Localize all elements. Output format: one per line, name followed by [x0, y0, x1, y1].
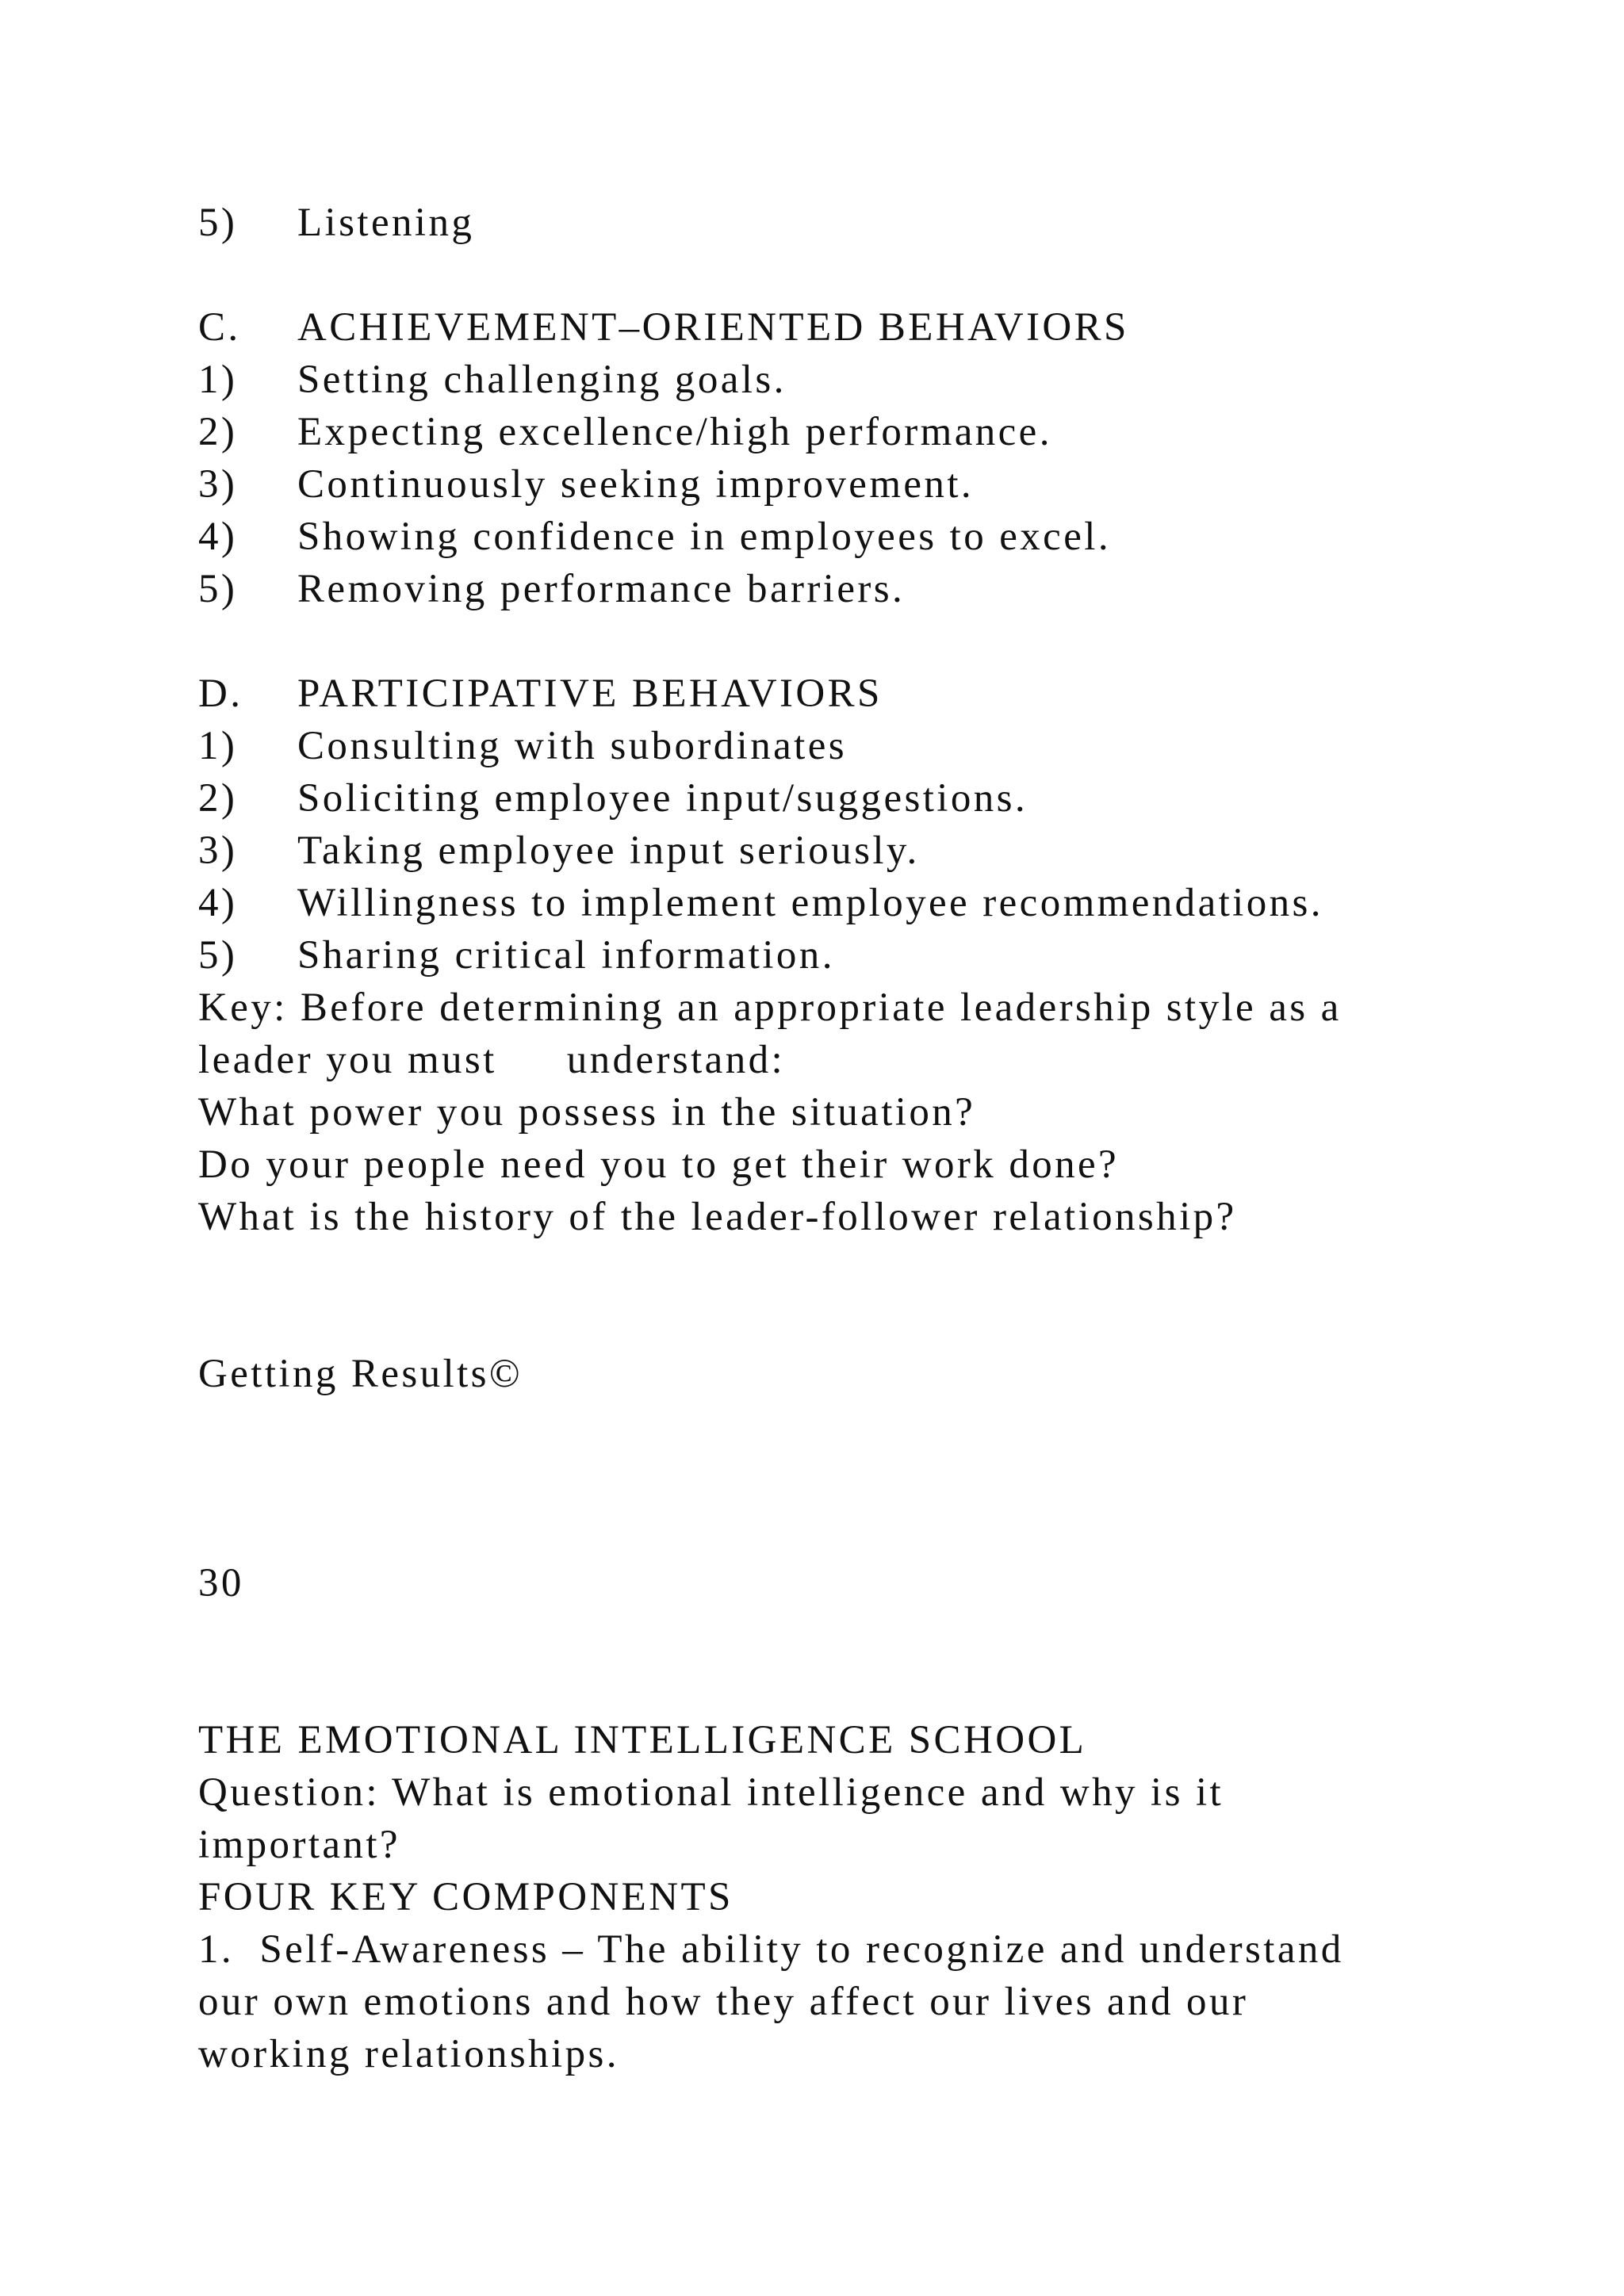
- list-item: [198, 929, 835, 982]
- list-item: [198, 720, 848, 772]
- question-line: Question: What is emotional intelligence and why is it: [198, 1770, 1224, 1815]
- section-heading-d: [198, 668, 883, 720]
- key-question: What power you possess in the situation?: [198, 1090, 976, 1135]
- list-item-text: Continuously seeking improvement.: [297, 462, 975, 507]
- list-item-text: Taking employee input seriously.: [297, 828, 920, 873]
- list-item-text: Setting challenging goals.: [297, 358, 787, 402]
- section-title: PARTICIPATIVE BEHAVIORS: [297, 672, 883, 716]
- components-heading: FOUR KEY COMPONENTS: [198, 1875, 733, 1919]
- page-footer-text: Getting Results©: [198, 1352, 523, 1396]
- component-line: our own emotions and how they affect our lives and our: [198, 1980, 1249, 2024]
- section-title: ACHIEVEMENT–ORIENTED BEHAVIORS: [297, 305, 1129, 350]
- section-heading-ei: THE EMOTIONAL INTELLIGENCE SCHOOL: [198, 1718, 1087, 1762]
- list-item-text: Showing confidence in employees to excel.: [297, 515, 1111, 559]
- list-item-number: 5): [198, 201, 238, 245]
- list-item-number: 5): [198, 567, 238, 611]
- section-heading-c: [198, 301, 1129, 354]
- page-number: 30: [198, 1561, 244, 1605]
- section-letter: C.: [198, 305, 241, 350]
- list-item-text: Soliciting employee input/suggestions.: [297, 776, 1028, 821]
- key-paragraph-line: [198, 1034, 785, 1086]
- list-item-number: 5): [198, 933, 238, 978]
- list-item-text: Sharing critical information.: [297, 933, 835, 978]
- list-item: [198, 563, 906, 615]
- list-item: [198, 197, 475, 249]
- list-item-text: Willingness to implement employee recommendations.: [297, 881, 1323, 925]
- key-question: Do your people need you to get their work done?: [198, 1142, 1120, 1187]
- key-question: What is the history of the leader-follower relationship?: [198, 1195, 1237, 1239]
- list-item-number: 4): [198, 515, 238, 559]
- list-item: [198, 406, 1052, 458]
- key-paragraph-line: Key: Before determining an appropriate leadership style as a: [198, 985, 1342, 1030]
- list-item-number: 1): [198, 358, 238, 402]
- key-paragraph-text: leader you must: [198, 1038, 497, 1082]
- list-item-number: 3): [198, 462, 238, 507]
- question-line: important?: [198, 1823, 400, 1867]
- list-item: [198, 458, 975, 511]
- list-item-number: 3): [198, 828, 238, 873]
- list-item-number: 2): [198, 410, 238, 454]
- list-item-number: 1): [198, 724, 238, 768]
- list-item: [198, 825, 920, 877]
- key-paragraph-text: understand:: [566, 1038, 786, 1082]
- list-item: [198, 511, 1111, 563]
- list-item-number: 2): [198, 776, 238, 821]
- component-line: working relationships.: [198, 2032, 619, 2076]
- component-line: 1. Self-Awareness – The ability to recognize and understand: [198, 1927, 1344, 1972]
- list-item: [198, 772, 1028, 825]
- list-item-text: Listening: [297, 201, 475, 245]
- list-item-text: Removing performance barriers.: [297, 567, 906, 611]
- list-item: [198, 354, 787, 406]
- list-item-number: 4): [198, 881, 238, 925]
- section-letter: D.: [198, 672, 243, 716]
- list-item: [198, 877, 1323, 929]
- list-item-text: Expecting excellence/high performance.: [297, 410, 1052, 454]
- list-item-text: Consulting with subordinates: [297, 724, 848, 768]
